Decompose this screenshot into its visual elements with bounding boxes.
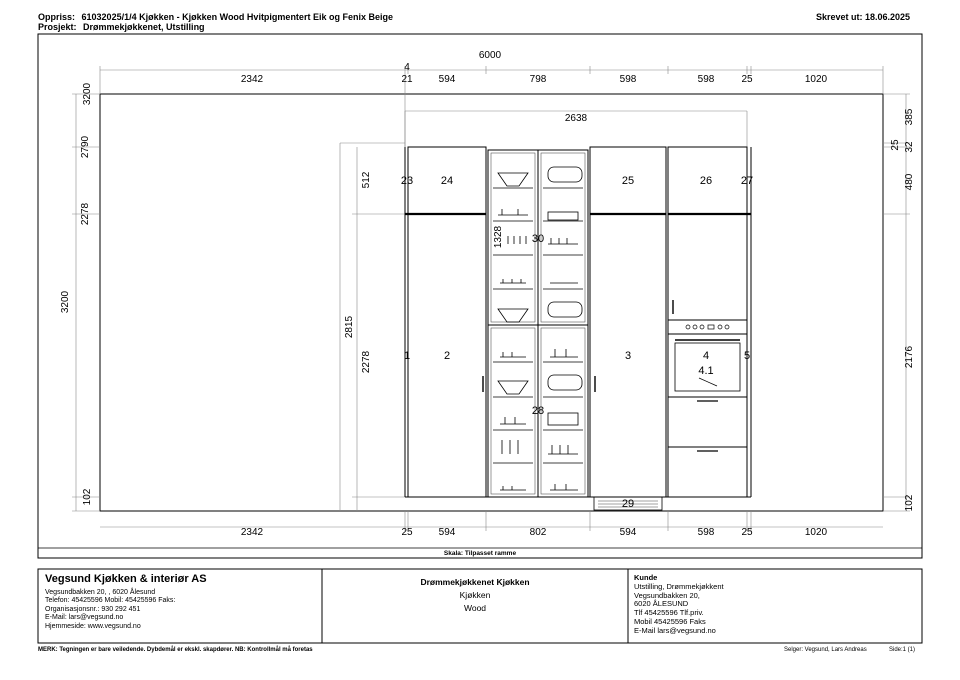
dim-cabinet-span: 2638 bbox=[564, 113, 588, 124]
customer-line: Vegsundbakken 20, bbox=[634, 590, 700, 600]
unit-label-24: 24 bbox=[440, 175, 454, 187]
kitchen-model: Wood bbox=[463, 603, 487, 613]
dim-right-2: 25 bbox=[890, 139, 901, 151]
dim-right-3: 32 bbox=[904, 141, 915, 153]
drawing-frame bbox=[38, 34, 922, 558]
customer-line: 6020 ÅLESUND bbox=[634, 599, 689, 609]
customer-block bbox=[634, 574, 914, 636]
scale-label: Skala: Tilpasset ramme bbox=[443, 550, 517, 557]
company-line: E-Mail: lars@vegsund.no bbox=[45, 614, 124, 621]
dim-left-4: 3200 bbox=[60, 290, 71, 314]
print-date: Skrevet ut: 18.06.2025 bbox=[815, 12, 910, 22]
company-line: Organisasjonsnr.: 930 292 451 bbox=[45, 605, 141, 613]
dim-top-2: 21 bbox=[401, 74, 413, 85]
company-block bbox=[45, 575, 315, 631]
order-text: 61032025/1/4 Kjøkken - Kjøkken Wood Hvitpigmentert Eik og Fenix Beige bbox=[81, 12, 393, 22]
dim-left-5: 102 bbox=[82, 488, 93, 506]
drawer-1 bbox=[668, 397, 747, 447]
dim-bottom-7: 25 bbox=[741, 527, 753, 538]
dim-top-1: 2342 bbox=[240, 74, 264, 85]
dim-overall-width: 6000 bbox=[478, 50, 502, 61]
dim-top-row bbox=[241, 74, 828, 85]
company-line: Vegsundbakken 20, , 6020 Ålesund bbox=[45, 588, 156, 596]
dim-top-8: 1020 bbox=[804, 74, 828, 85]
dim-bottom-2: 25 bbox=[401, 527, 413, 538]
unit-label-28: 28 bbox=[531, 405, 545, 417]
dim-top-6: 598 bbox=[697, 74, 715, 85]
dim-left-1: 3200 bbox=[82, 82, 93, 106]
page-number: Side:1 (1) bbox=[889, 647, 916, 653]
company-line: Telefon: 45425596 Mobil: 45425596 Faks: bbox=[45, 597, 176, 604]
dim-right-4: 480 bbox=[904, 173, 915, 191]
dim-top-4: 798 bbox=[529, 74, 547, 85]
unit-label-30: 30 bbox=[531, 233, 545, 245]
dim-right-5: 2176 bbox=[904, 345, 915, 369]
unit-label-23: 23 bbox=[400, 175, 414, 187]
dim-bottom-3: 594 bbox=[438, 527, 456, 538]
dim-top-7: 25 bbox=[741, 74, 753, 85]
unit-label-5: 5 bbox=[743, 350, 751, 362]
dim-top-5: 598 bbox=[619, 74, 637, 85]
dim-inner-1: 512 bbox=[361, 171, 372, 189]
dim-inner-4: 1328 bbox=[493, 225, 504, 249]
dim-bottom-row bbox=[241, 527, 828, 538]
dim-inner-2: 2815 bbox=[344, 315, 355, 339]
dim-right-6: 102 bbox=[904, 494, 915, 512]
kitchen-type: Kjøkken bbox=[459, 590, 491, 600]
dim-right-1: 385 bbox=[904, 108, 915, 126]
unit-label-29: 29 bbox=[621, 498, 635, 510]
footer-note: MERK: Tegningen er bare veiledende. Dybdemål er ekskl. skapdører. NB: Kontrollmål må foretas bbox=[38, 647, 313, 653]
dim-bottom-8: 1020 bbox=[804, 527, 828, 538]
dim-left-3: 2278 bbox=[80, 202, 91, 226]
dim-left-2: 2790 bbox=[80, 135, 91, 159]
kitchen-title: Drømmekjøkkenet Kjøkken bbox=[420, 577, 530, 587]
customer-line: Tlf 45425596 Tlf.priv. bbox=[634, 608, 704, 618]
drawer-2 bbox=[668, 447, 747, 497]
unit-label-26: 26 bbox=[699, 175, 713, 187]
cabinet-upper-5 bbox=[668, 214, 747, 320]
unit-label-25: 25 bbox=[621, 175, 635, 187]
company-line: Hjemmeside: www.vegsund.no bbox=[45, 622, 141, 630]
unit-labels bbox=[401, 175, 753, 510]
customer-line: Utstilling, Drømmekjøkkent bbox=[634, 581, 724, 591]
oven-panel bbox=[668, 320, 747, 334]
dim-bottom-6: 598 bbox=[697, 527, 715, 538]
dim-bottom-1: 2342 bbox=[240, 527, 264, 538]
project-text: Drømmekjøkkenet, Utstilling bbox=[83, 22, 205, 32]
customer-title: Kunde bbox=[634, 573, 658, 582]
unit-label-1: 1 bbox=[403, 350, 411, 362]
dim-top-3: 594 bbox=[438, 74, 456, 85]
customer-line: Mobil 45425596 Faks bbox=[634, 616, 706, 626]
unit-label-2: 2 bbox=[443, 350, 451, 362]
unit-label-3: 3 bbox=[624, 350, 632, 362]
dim-bottom-5: 594 bbox=[619, 527, 637, 538]
dim-inner-3: 2278 bbox=[361, 350, 372, 374]
customer-line: E-Mail lars@vegsund.no bbox=[634, 625, 716, 635]
company-name: Vegsund Kjøkken & interiør AS bbox=[45, 573, 207, 585]
unit-label-4: 4 bbox=[702, 350, 710, 362]
dim-bottom-4: 802 bbox=[529, 527, 547, 538]
kitchen-block bbox=[322, 576, 628, 615]
unit-label-4-1: 4.1 bbox=[698, 365, 714, 377]
cabinets bbox=[405, 147, 754, 510]
unit-label-27: 27 bbox=[740, 175, 754, 187]
order-label: Oppriss: bbox=[38, 12, 76, 22]
wall-outline bbox=[100, 94, 883, 511]
project-label: Prosjekt: bbox=[38, 22, 77, 32]
seller: Selger: Vegsund, Lars Andreas bbox=[784, 647, 867, 653]
dim-top-small: 4 bbox=[404, 62, 410, 73]
